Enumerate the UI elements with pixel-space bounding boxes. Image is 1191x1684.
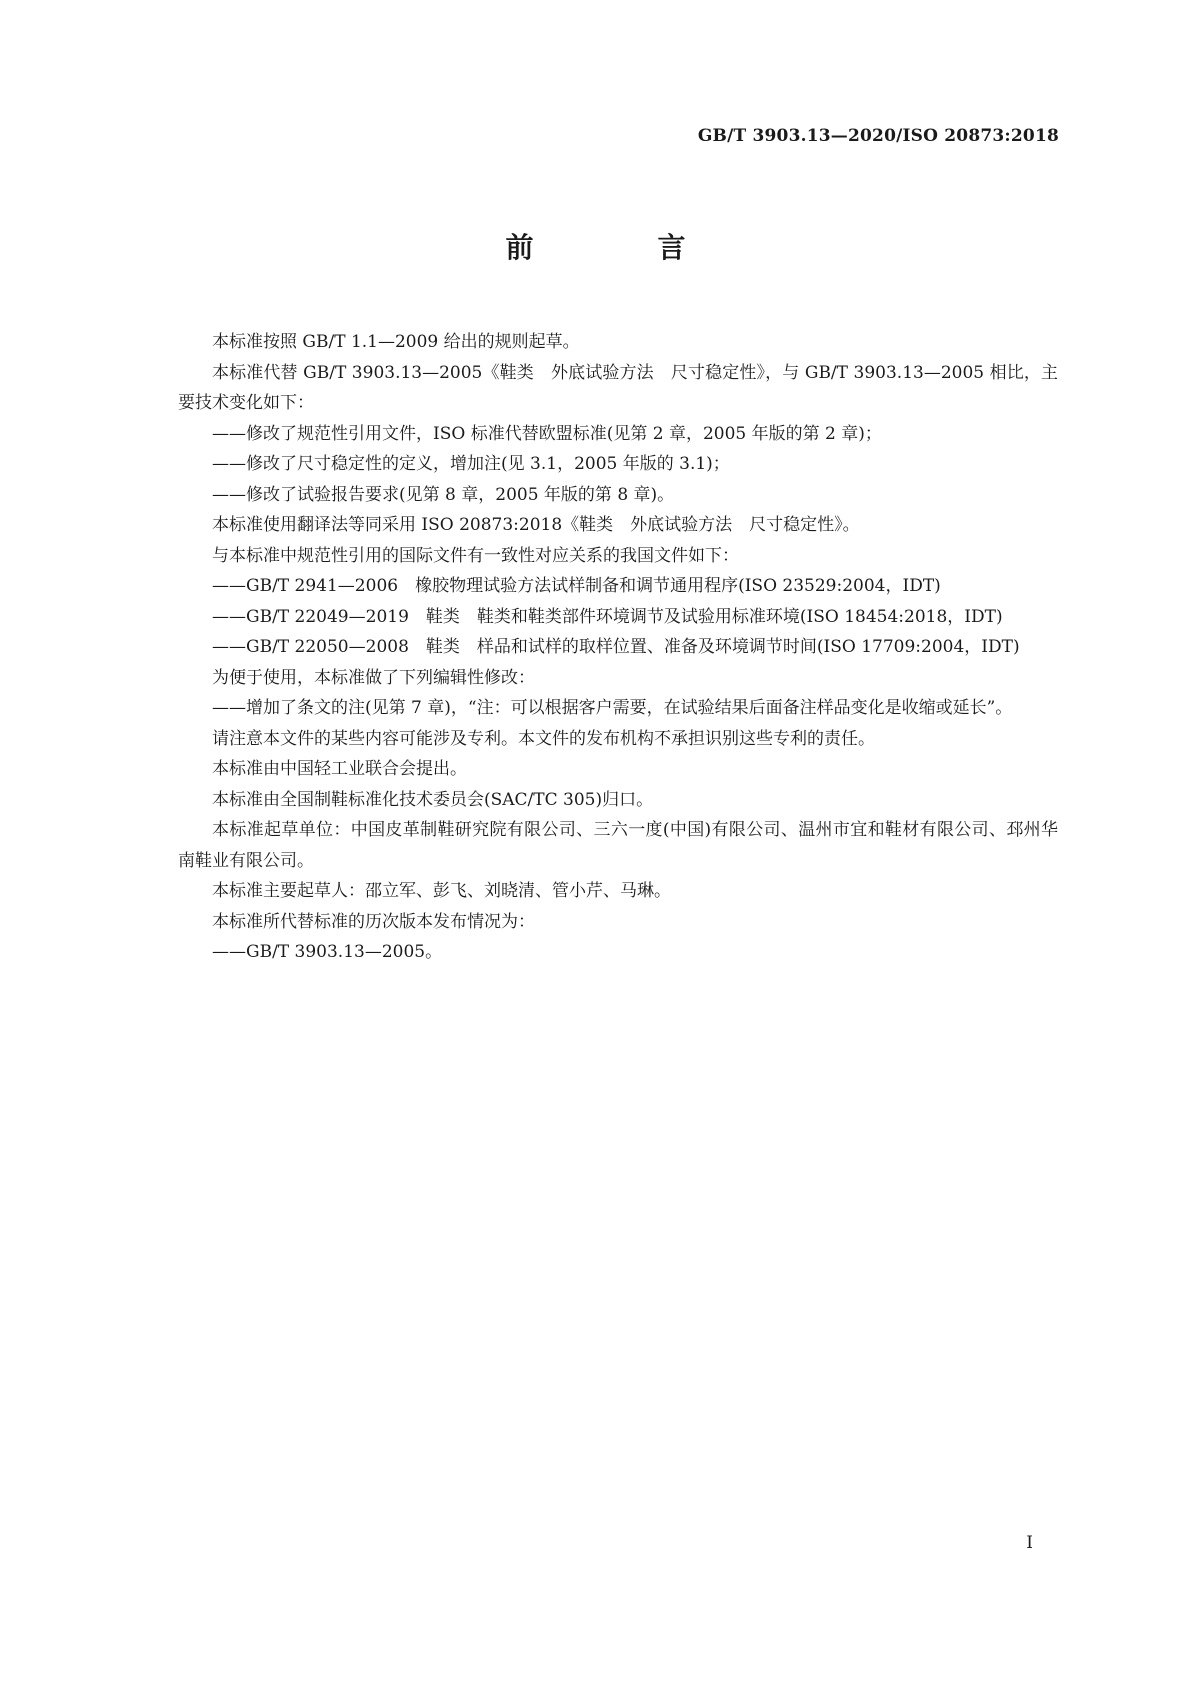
paragraph-editorial-changes: 为便于使用，本标准做了下列编辑性修改： [212, 667, 535, 688]
paragraph-corresponding-docs: 与本标准中规范性引用的国际文件有一致性对应关系的我国文件如下： [212, 545, 739, 566]
standard-code-header: GB/T 3903.13—2020/ISO 20873:2018 [697, 126, 1059, 146]
page-number: I [1026, 1533, 1033, 1553]
paragraph-centralized-by: 本标准由全国制鞋标准化技术委员会(SAC/TC 305)归口。 [212, 789, 654, 810]
paragraph-proposed-by: 本标准由中国轻工业联合会提出。 [212, 759, 467, 779]
change-item-normative-refs: ——修改了规范性引用文件，ISO 标准代替欧盟标准(见第 2 章，2005 年版的第 2 章)； [212, 423, 882, 444]
corresponding-doc-gbt22049: ——GB/T 22049—2019 鞋类 鞋类和鞋类部件环境调节及试验用标准环境(ISO 18454:2018，IDT) [212, 606, 1003, 627]
page-title: 前 言 [505, 231, 734, 264]
change-item-definition: ——修改了尺寸稳定性的定义，增加注(见 3.1，2005 年版的 3.1)； [212, 454, 730, 474]
paragraph-replaces: 本标准代替 GB/T 3903.13—2005《鞋类 外底试验方法 尺寸稳定性》，与 GB/T 3903.13—2005 相比，主要技术变化如下： [178, 362, 1058, 413]
corresponding-doc-gbt22050: ——GB/T 22050—2008 鞋类 样品和试样的取样位置、准备及环境调节时间(ISO 17709:2004，IDT) [212, 637, 1020, 657]
paragraph-translation: 本标准使用翻译法等同采用 ISO 20873:2018《鞋类 外底试验方法 尺寸稳定性》。 [212, 515, 860, 535]
paragraph-main-drafters: 本标准主要起草人：邵立军、彭飞、刘晓清、管小芹、马琳。 [212, 881, 671, 901]
editorial-change-note: ——增加了条文的注(见第 7 章)，“注：可以根据客户需要，在试验结果后面备注样品变化是收缩或延长”。 [212, 698, 1013, 718]
paragraph-drafting-rules: 本标准按照 GB/T 1.1—2009 给出的规则起草。 [212, 332, 580, 352]
foreword-body [178, 327, 1058, 968]
paragraph-previous-editions: 本标准所代替标准的历次版本发布情况为： [212, 911, 535, 932]
paragraph-drafting-units: 本标准起草单位：中国皮革制鞋研究院有限公司、三六一度(中国)有限公司、温州市宜和鞋材有限公司、邳州华南鞋业有限公司。 [178, 820, 1058, 871]
paragraph-patent-notice: 请注意本文件的某些内容可能涉及专利。本文件的发布机构不承担识别这些专利的责任。 [212, 728, 875, 749]
previous-edition-item: ——GB/T 3903.13—2005。 [212, 942, 443, 962]
corresponding-doc-gbt2941: ——GB/T 2941—2006 橡胶物理试验方法试样制备和调节通用程序(ISO 23529:2004，IDT) [212, 576, 941, 596]
change-item-test-report: ——修改了试验报告要求(见第 8 章，2005 年版的第 8 章)。 [212, 484, 675, 505]
